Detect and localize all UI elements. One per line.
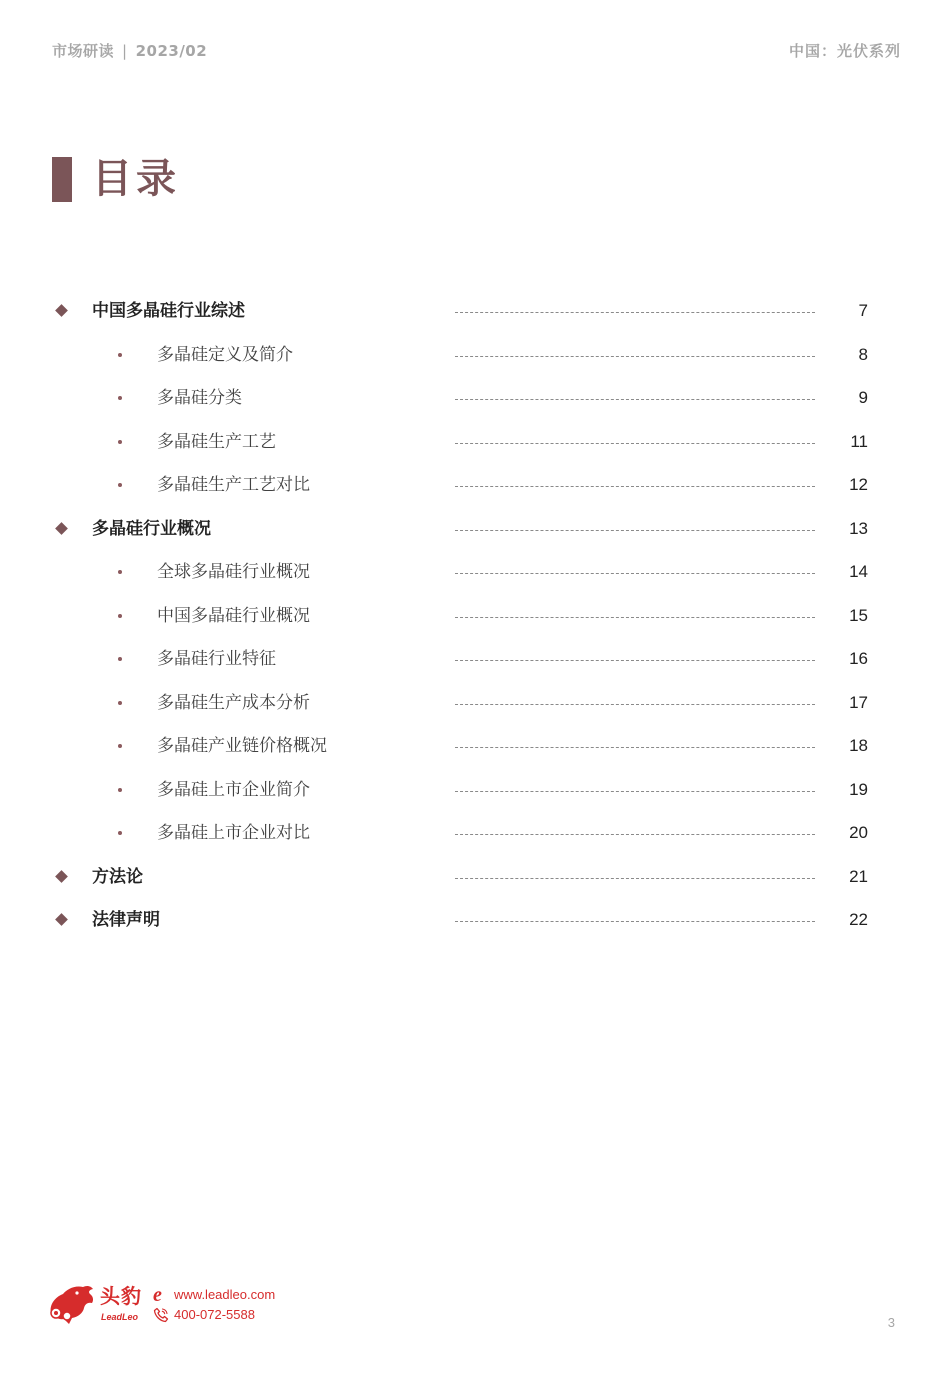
diamond-bullet-icon (55, 870, 68, 883)
toc-leader-dashes (455, 704, 815, 705)
toc-section-row[interactable] (0, 300, 950, 324)
toc-page-number: 21 (849, 866, 868, 886)
toc-page-number: 11 (850, 431, 868, 451)
dot-bullet-icon (118, 396, 122, 400)
toc-leader-dashes (455, 747, 815, 748)
phone-number: 400-072-5588 (174, 1307, 255, 1322)
toc-subsection-row[interactable] (0, 344, 950, 368)
toc-page-number: 18 (849, 736, 868, 755)
toc-subsection-row[interactable] (0, 779, 950, 803)
toc-leader-dashes (455, 356, 815, 357)
toc-page-number: 20 (849, 823, 868, 842)
toc-page-number: 9 (858, 388, 868, 407)
toc-section-row[interactable] (0, 518, 950, 542)
toc-subsection-row[interactable] (0, 474, 950, 498)
diamond-bullet-icon (55, 304, 68, 317)
dot-bullet-icon (118, 657, 122, 661)
toc-page-number: 12 (849, 475, 868, 494)
toc-label: 法律声明 (92, 910, 160, 930)
dot-bullet-icon (118, 831, 122, 835)
toc-label: 多晶硅产业链价格概况 (157, 736, 327, 756)
toc-subsection-row[interactable] (0, 561, 950, 585)
toc-leader-dashes (455, 878, 815, 879)
toc-label: 多晶硅生产工艺对比 (157, 475, 310, 495)
dot-bullet-icon (118, 570, 122, 574)
website-link[interactable]: www.leadleo.com (174, 1287, 276, 1302)
toc-subsection-row[interactable] (0, 648, 950, 672)
dot-bullet-icon (118, 744, 122, 748)
toc-label: 多晶硅生产工艺 (157, 431, 276, 452)
toc-label: 全球多晶硅行业概况 (157, 562, 310, 582)
toc-leader-dashes (455, 791, 815, 792)
toc-label: 多晶硅生产成本分析 (157, 692, 310, 713)
toc-leader-dashes (455, 443, 815, 444)
diamond-bullet-icon (55, 913, 68, 926)
toc-subsection-row[interactable] (0, 822, 950, 846)
toc-label: 多晶硅定义及简介 (157, 344, 293, 365)
toc-label: 多晶硅上市企业简介 (157, 779, 310, 800)
toc-label: 方法论 (92, 866, 143, 887)
toc-leader-dashes (455, 399, 815, 400)
toc-page-number: 8 (858, 344, 868, 364)
dot-bullet-icon (118, 483, 122, 487)
toc-label: 多晶硅行业概况 (92, 518, 211, 539)
toc-label: 多晶硅行业特征 (157, 649, 276, 669)
toc-leader-dashes (455, 921, 815, 922)
toc-leader-dashes (455, 530, 815, 531)
toc-page-number: 22 (849, 910, 868, 929)
toc-page-number: 13 (849, 518, 868, 538)
title-accent-bar (52, 157, 72, 202)
toc-label: 多晶硅上市企业对比 (157, 823, 310, 843)
toc-section-row[interactable] (0, 909, 950, 933)
toc-subsection-row[interactable] (0, 605, 950, 629)
toc-page-number: 15 (849, 605, 868, 625)
header-section: 市场研读 (52, 42, 115, 60)
dot-bullet-icon (118, 440, 122, 444)
toc-label: 中国多晶硅行业概况 (157, 605, 310, 626)
toc-label: 多晶硅分类 (157, 388, 242, 408)
toc-page-number: 17 (849, 692, 868, 712)
toc-leader-dashes (455, 834, 815, 835)
toc-subsection-row[interactable] (0, 431, 950, 455)
header-series: 中国：光伏系列 (788, 42, 901, 60)
phone-icon (153, 1307, 169, 1323)
header-date: 2023/02 (135, 42, 208, 60)
leopard-logo-icon (47, 1283, 97, 1327)
dot-bullet-icon (118, 353, 122, 357)
toc-page-number: 14 (849, 562, 868, 581)
toc-section-row[interactable] (0, 866, 950, 890)
page-number: 3 (887, 1315, 895, 1330)
toc-leader-dashes (455, 617, 815, 618)
header-left (52, 40, 207, 61)
dot-bullet-icon (118, 788, 122, 792)
toc-subsection-row[interactable] (0, 735, 950, 759)
header-separator: | (122, 42, 128, 60)
dot-bullet-icon (118, 614, 122, 618)
diamond-bullet-icon (55, 522, 68, 535)
e-web-icon: e (153, 1284, 162, 1306)
toc-page-number: 16 (849, 649, 868, 668)
brand-name-cn: 头豹 (100, 1284, 142, 1308)
dot-bullet-icon (118, 701, 122, 705)
toc-subsection-row[interactable] (0, 692, 950, 716)
toc-leader-dashes (455, 660, 815, 661)
toc-leader-dashes (455, 486, 815, 487)
toc-leader-dashes (455, 573, 815, 574)
toc-page-number: 19 (849, 779, 868, 799)
toc-subsection-row[interactable] (0, 387, 950, 411)
toc-leader-dashes (455, 312, 815, 313)
toc-page-number: 7 (858, 301, 868, 320)
page-title: 目录 (92, 156, 180, 202)
brand-name-en: LeadLeo (101, 1312, 139, 1322)
toc-label: 中国多晶硅行业综述 (92, 301, 245, 321)
